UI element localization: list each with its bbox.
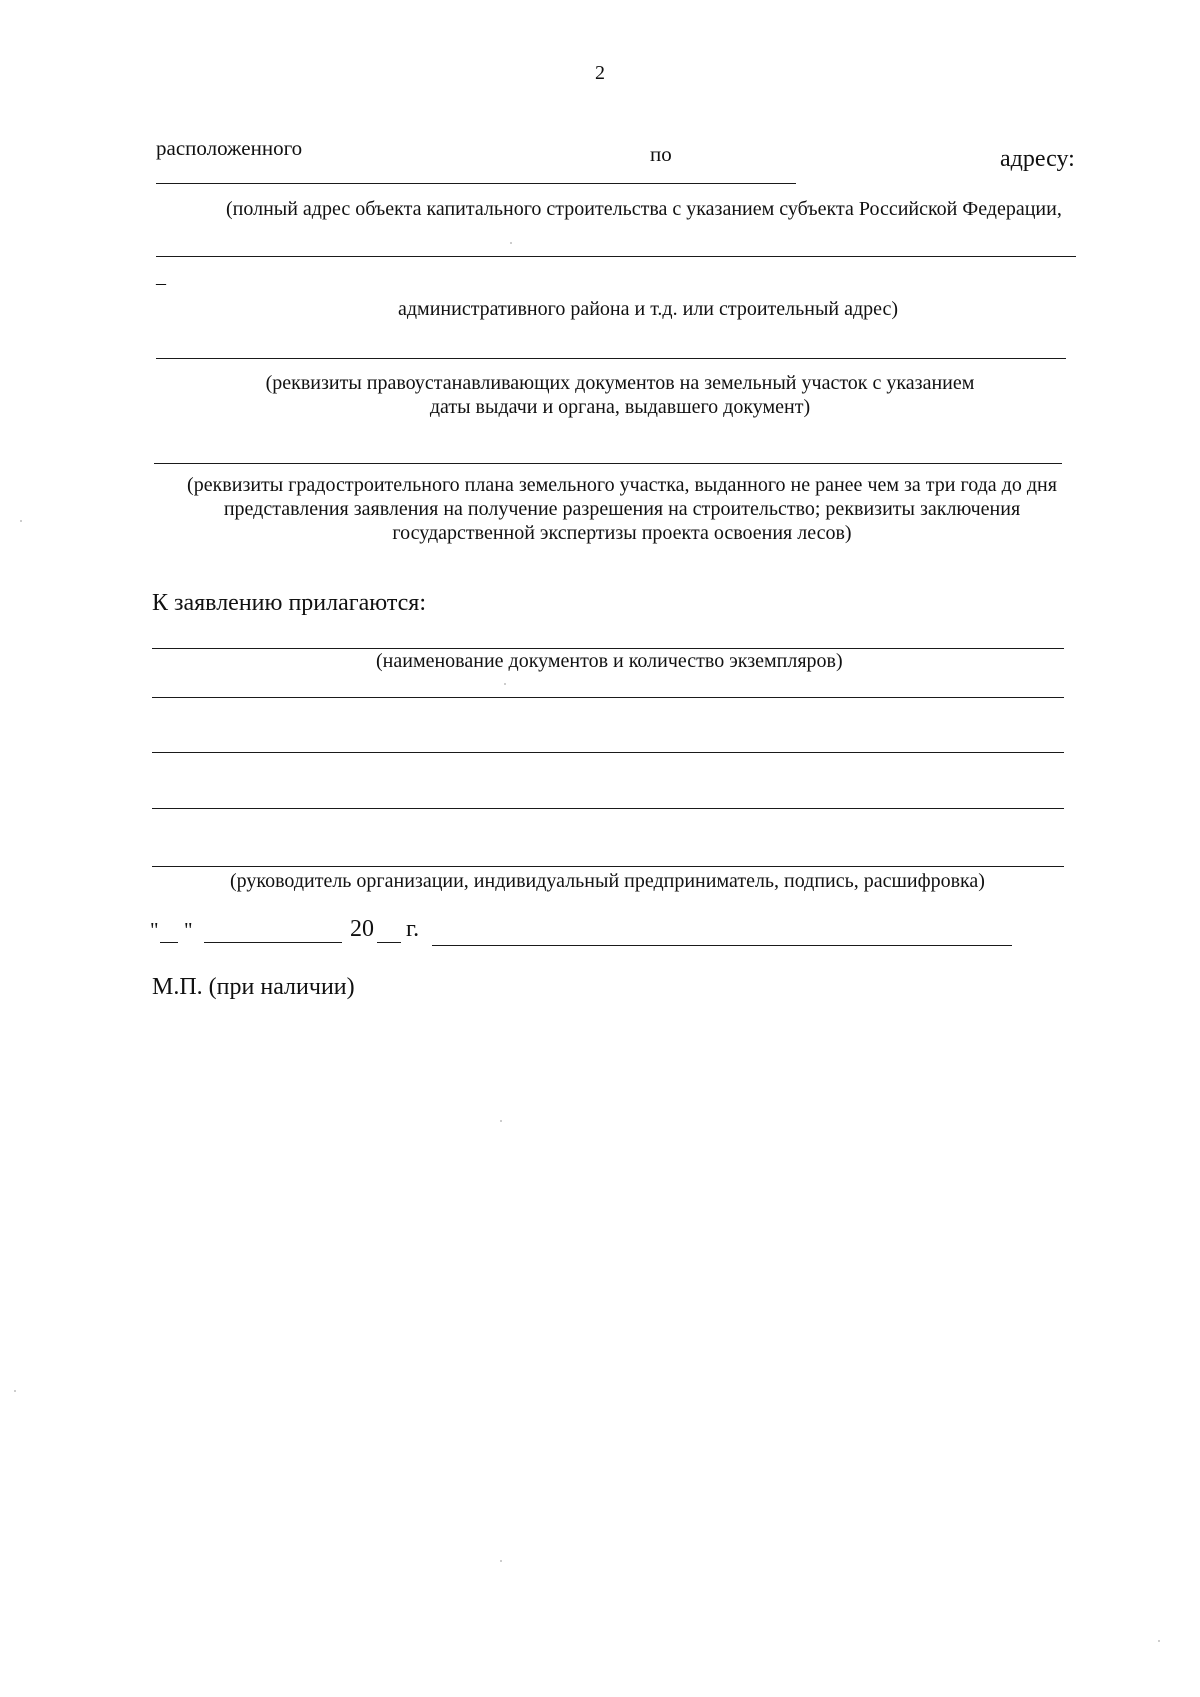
scan-speck xyxy=(510,242,512,244)
day-line xyxy=(160,942,178,943)
year-prefix: 20 xyxy=(350,916,374,942)
scan-speck xyxy=(500,1560,502,1562)
note-plan-line2: представления заявления на получение разрешения на строительство; реквизиты заключения xyxy=(223,498,1021,520)
word-address: адресу: xyxy=(1000,146,1075,172)
land-docs-line xyxy=(156,358,1066,359)
note-plan-line1: (реквизиты градостроительного плана земельного участка, выданного не ранее чем за три года до дня xyxy=(187,474,1057,496)
page-number: 2 xyxy=(595,62,605,84)
stamp-label: М.П. (при наличии) xyxy=(152,974,355,1000)
attachments-line-2 xyxy=(152,697,1064,698)
scan-speck xyxy=(504,683,506,685)
scan-speck xyxy=(500,1120,502,1122)
plan-line xyxy=(154,463,1062,464)
scan-speck xyxy=(14,1390,16,1392)
word-by: по xyxy=(650,142,672,166)
year-line xyxy=(377,942,401,943)
date-signature-line xyxy=(432,945,1012,946)
attachments-line-4 xyxy=(152,808,1064,809)
note-land-docs-line2: даты выдачи и органа, выдавшего документ) xyxy=(429,396,811,418)
note-district: административного района и т.д. или строительный адрес) xyxy=(398,298,899,320)
scan-speck xyxy=(1158,1640,1160,1642)
dash-mark: – xyxy=(156,272,166,294)
attachments-line-3 xyxy=(152,752,1064,753)
signature-line xyxy=(152,866,1064,867)
quote-close: " xyxy=(184,918,193,942)
word-located: расположенного xyxy=(156,136,303,160)
note-plan-line3: государственной экспертизы проекта освоения лесов) xyxy=(392,522,852,544)
month-line xyxy=(204,942,342,943)
note-attachments: (наименование документов и количество экземпляров) xyxy=(376,650,843,672)
scan-speck xyxy=(20,520,22,522)
address-line xyxy=(156,183,796,184)
attachments-line xyxy=(152,648,1064,649)
attachments-heading: К заявлению прилагаются: xyxy=(152,590,427,616)
quote-open: " xyxy=(150,918,159,942)
year-suffix: г. xyxy=(406,916,420,942)
note-land-docs-line1: (реквизиты правоустанавливающих документов на земельный участок с указанием xyxy=(265,372,975,394)
address-line-2 xyxy=(156,256,1076,257)
note-full-address: (полный адрес объекта капитального строительства с указанием субъекта Российской Федерации, xyxy=(226,198,1062,220)
note-signature: (руководитель организации, индивидуальный предприниматель, подпись, расшифровка) xyxy=(230,870,985,892)
